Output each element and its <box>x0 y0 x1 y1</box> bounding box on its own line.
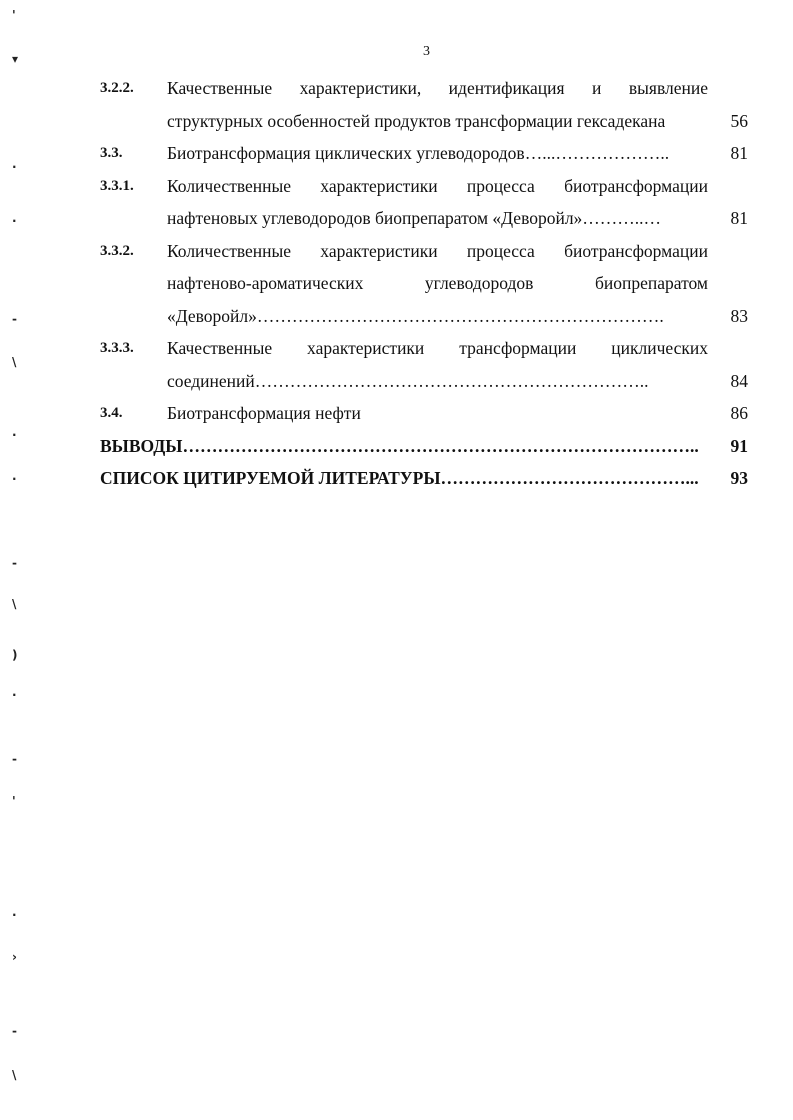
toc-entry-number: 3.2.2. <box>100 80 134 96</box>
table-of-contents <box>100 72 748 495</box>
scan-mark: \ <box>12 1068 17 1082</box>
toc-entry-title: нафтеновых углеводородов биопрепаратом «Деворойл»………..… <box>167 208 662 228</box>
toc-entry-page: 84 <box>730 370 748 391</box>
toc-entry-line <box>167 235 748 268</box>
scan-mark: ' <box>12 8 16 22</box>
scan-mark: \ <box>12 355 17 369</box>
scan-mark: · <box>12 160 17 174</box>
toc-entry-title: Качественные характеристики трансформации циклических <box>167 338 708 358</box>
toc-entry-page: 56 <box>730 110 748 131</box>
toc-entry-title: структурных особенностей продуктов трансформации гексадекана <box>167 110 666 131</box>
toc-entry-title: СПИСОК ЦИТИРУЕМОЙ ЛИТЕРАТУРЫ……………………………………... <box>100 468 699 488</box>
toc-entry-line <box>167 137 748 170</box>
toc-entry <box>100 430 748 463</box>
toc-entry-page: 91 <box>730 435 748 456</box>
toc-entry <box>100 235 748 333</box>
toc-entry-line <box>100 462 748 495</box>
toc-entry <box>100 137 748 170</box>
toc-entry-title: Биотрансформация циклических углеводородов…...……………….. <box>167 143 670 163</box>
toc-entry-title: Качественные характеристики, идентификация и выявление <box>167 78 708 98</box>
toc-entry-line <box>167 332 748 365</box>
toc-entry <box>100 170 748 235</box>
toc-entry-number: 3.4. <box>100 405 123 421</box>
scan-mark: ) <box>12 648 18 662</box>
toc-entry-number: 3.3.2. <box>100 242 134 259</box>
toc-entry <box>100 397 748 430</box>
toc-entry-page: 83 <box>730 305 748 326</box>
scan-mark: · <box>12 472 17 486</box>
toc-entry-number: 3.3.1. <box>100 177 134 194</box>
scan-mark: · <box>12 908 17 922</box>
toc-entry-line <box>167 365 748 398</box>
toc-entry-line <box>167 267 748 300</box>
toc-entry-title: Количественные характеристики процесса биотрансформации <box>167 175 708 196</box>
toc-entry-line <box>100 430 748 463</box>
scan-mark: ‐ <box>12 556 17 570</box>
toc-entry <box>100 462 748 495</box>
scan-mark: · <box>12 214 17 228</box>
toc-entry-title: нафтеново-ароматических углеводородов биопрепаратом <box>167 273 708 293</box>
scan-mark: ‐ <box>12 1024 17 1038</box>
toc-entry-page: 86 <box>730 403 748 423</box>
toc-entry-title: ВЫВОДЫ…………………………………………………………………………….. <box>100 435 699 456</box>
toc-entry-page: 93 <box>730 468 748 488</box>
scan-mark: · <box>12 688 17 702</box>
toc-entry-line <box>167 202 748 235</box>
page-number: 3 <box>423 44 430 59</box>
toc-entry-line <box>167 105 748 138</box>
toc-entry-line <box>167 397 748 430</box>
toc-entry-title: Биотрансформация нефти <box>167 403 361 423</box>
scan-mark: ' <box>12 794 16 808</box>
toc-entry-line <box>167 72 748 105</box>
scan-mark: \ <box>12 597 17 611</box>
toc-entry-page: 81 <box>730 208 748 228</box>
scan-mark: › <box>12 950 17 964</box>
toc-entry-title: «Деворойл»……………………………………………………………. <box>167 305 664 326</box>
scan-mark: ‐ <box>12 752 17 766</box>
scan-mark: · <box>12 428 17 442</box>
toc-entry-number: 3.3. <box>100 145 123 161</box>
toc-entry-line <box>167 170 748 203</box>
toc-entry-page: 81 <box>730 143 748 163</box>
scan-mark: ‐ <box>12 312 17 326</box>
scan-mark: ▾ <box>12 52 19 66</box>
toc-entry-number: 3.3.3. <box>100 340 134 356</box>
toc-entry-line <box>167 300 748 333</box>
toc-entry-title: соединений………………………………………………………….. <box>167 370 649 391</box>
toc-entry-title: Количественные характеристики процесса биотрансформации <box>167 240 708 261</box>
toc-entry <box>100 332 748 397</box>
toc-entry <box>100 72 748 137</box>
